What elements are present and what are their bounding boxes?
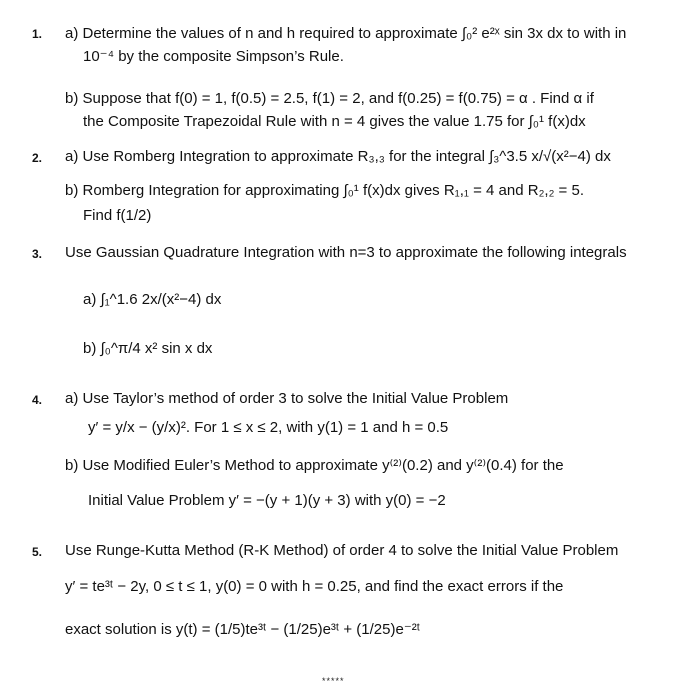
question-2-number: 2. [32,151,43,165]
question-5-line-1: Use Runge-Kutta Method (R-K Method) of order 4 to solve the Initial Value Problem [65,542,619,559]
question-1a-line-2: 10⁻⁴ by the composite Simpson’s Rule. [83,48,344,65]
question-1b-line-2: the Composite Trapezoidal Rule with n = 4 gives the value 1.75 for ∫₀¹ f(x)dx [83,113,586,130]
question-4b-line-1: b) Use Modified Euler’s Method to approximate y⁽²⁾(0.2) and y⁽²⁾(0.4) for the [65,457,564,474]
question-5-line-2: y′ = te³ᵗ − 2y, 0 ≤ t ≤ 1, y(0) = 0 with h = 0.25, and find the exact errors if the [65,578,564,595]
footer-stars: ***** [322,676,345,686]
question-3b: b) ∫₀^π/4 x² sin x dx [83,340,213,357]
question-3-line-1: Use Gaussian Quadrature Integration with n=3 to approximate the following integrals [65,244,627,261]
question-1b-line-1: b) Suppose that f(0) = 1, f(0.5) = 2.5, f(1) = 2, and f(0.25) = f(0.75) = α . Find α if [65,90,594,107]
question-5-number: 5. [32,545,43,559]
question-2a-line-1: a) Use Romberg Integration to approximate R₃,₃ for the integral ∫₃^3.5 x/√(x²−4) dx [65,148,611,165]
question-1-number: 1. [32,27,43,41]
question-3-number: 3. [32,247,43,261]
question-4b-line-2: Initial Value Problem y′ = −(y + 1)(y + 3) with y(0) = −2 [88,492,446,509]
question-2b-line-1: b) Romberg Integration for approximating ∫₀¹ f(x)dx gives R₁,₁ = 4 and R₂,₂ = 5. [65,182,584,199]
question-2b-line-2: Find f(1/2) [83,207,152,224]
question-1a-line-1: a) Determine the values of n and h required to approximate ∫₀² e²ˣ sin 3x dx to with in [65,25,627,42]
question-4-number: 4. [32,393,43,407]
question-3a: a) ∫₁^1.6 2x/(x²−4) dx [83,291,222,308]
question-4a-line-1: a) Use Taylor’s method of order 3 to solve the Initial Value Problem [65,390,509,407]
question-4a-line-2: y′ = y/x − (y/x)². For 1 ≤ x ≤ 2, with y(1) = 1 and h = 0.5 [88,419,449,436]
question-5-line-3: exact solution is y(t) = (1/5)te³ᵗ − (1/25)e³ᵗ + (1/25)e⁻²ᵗ [65,621,421,638]
